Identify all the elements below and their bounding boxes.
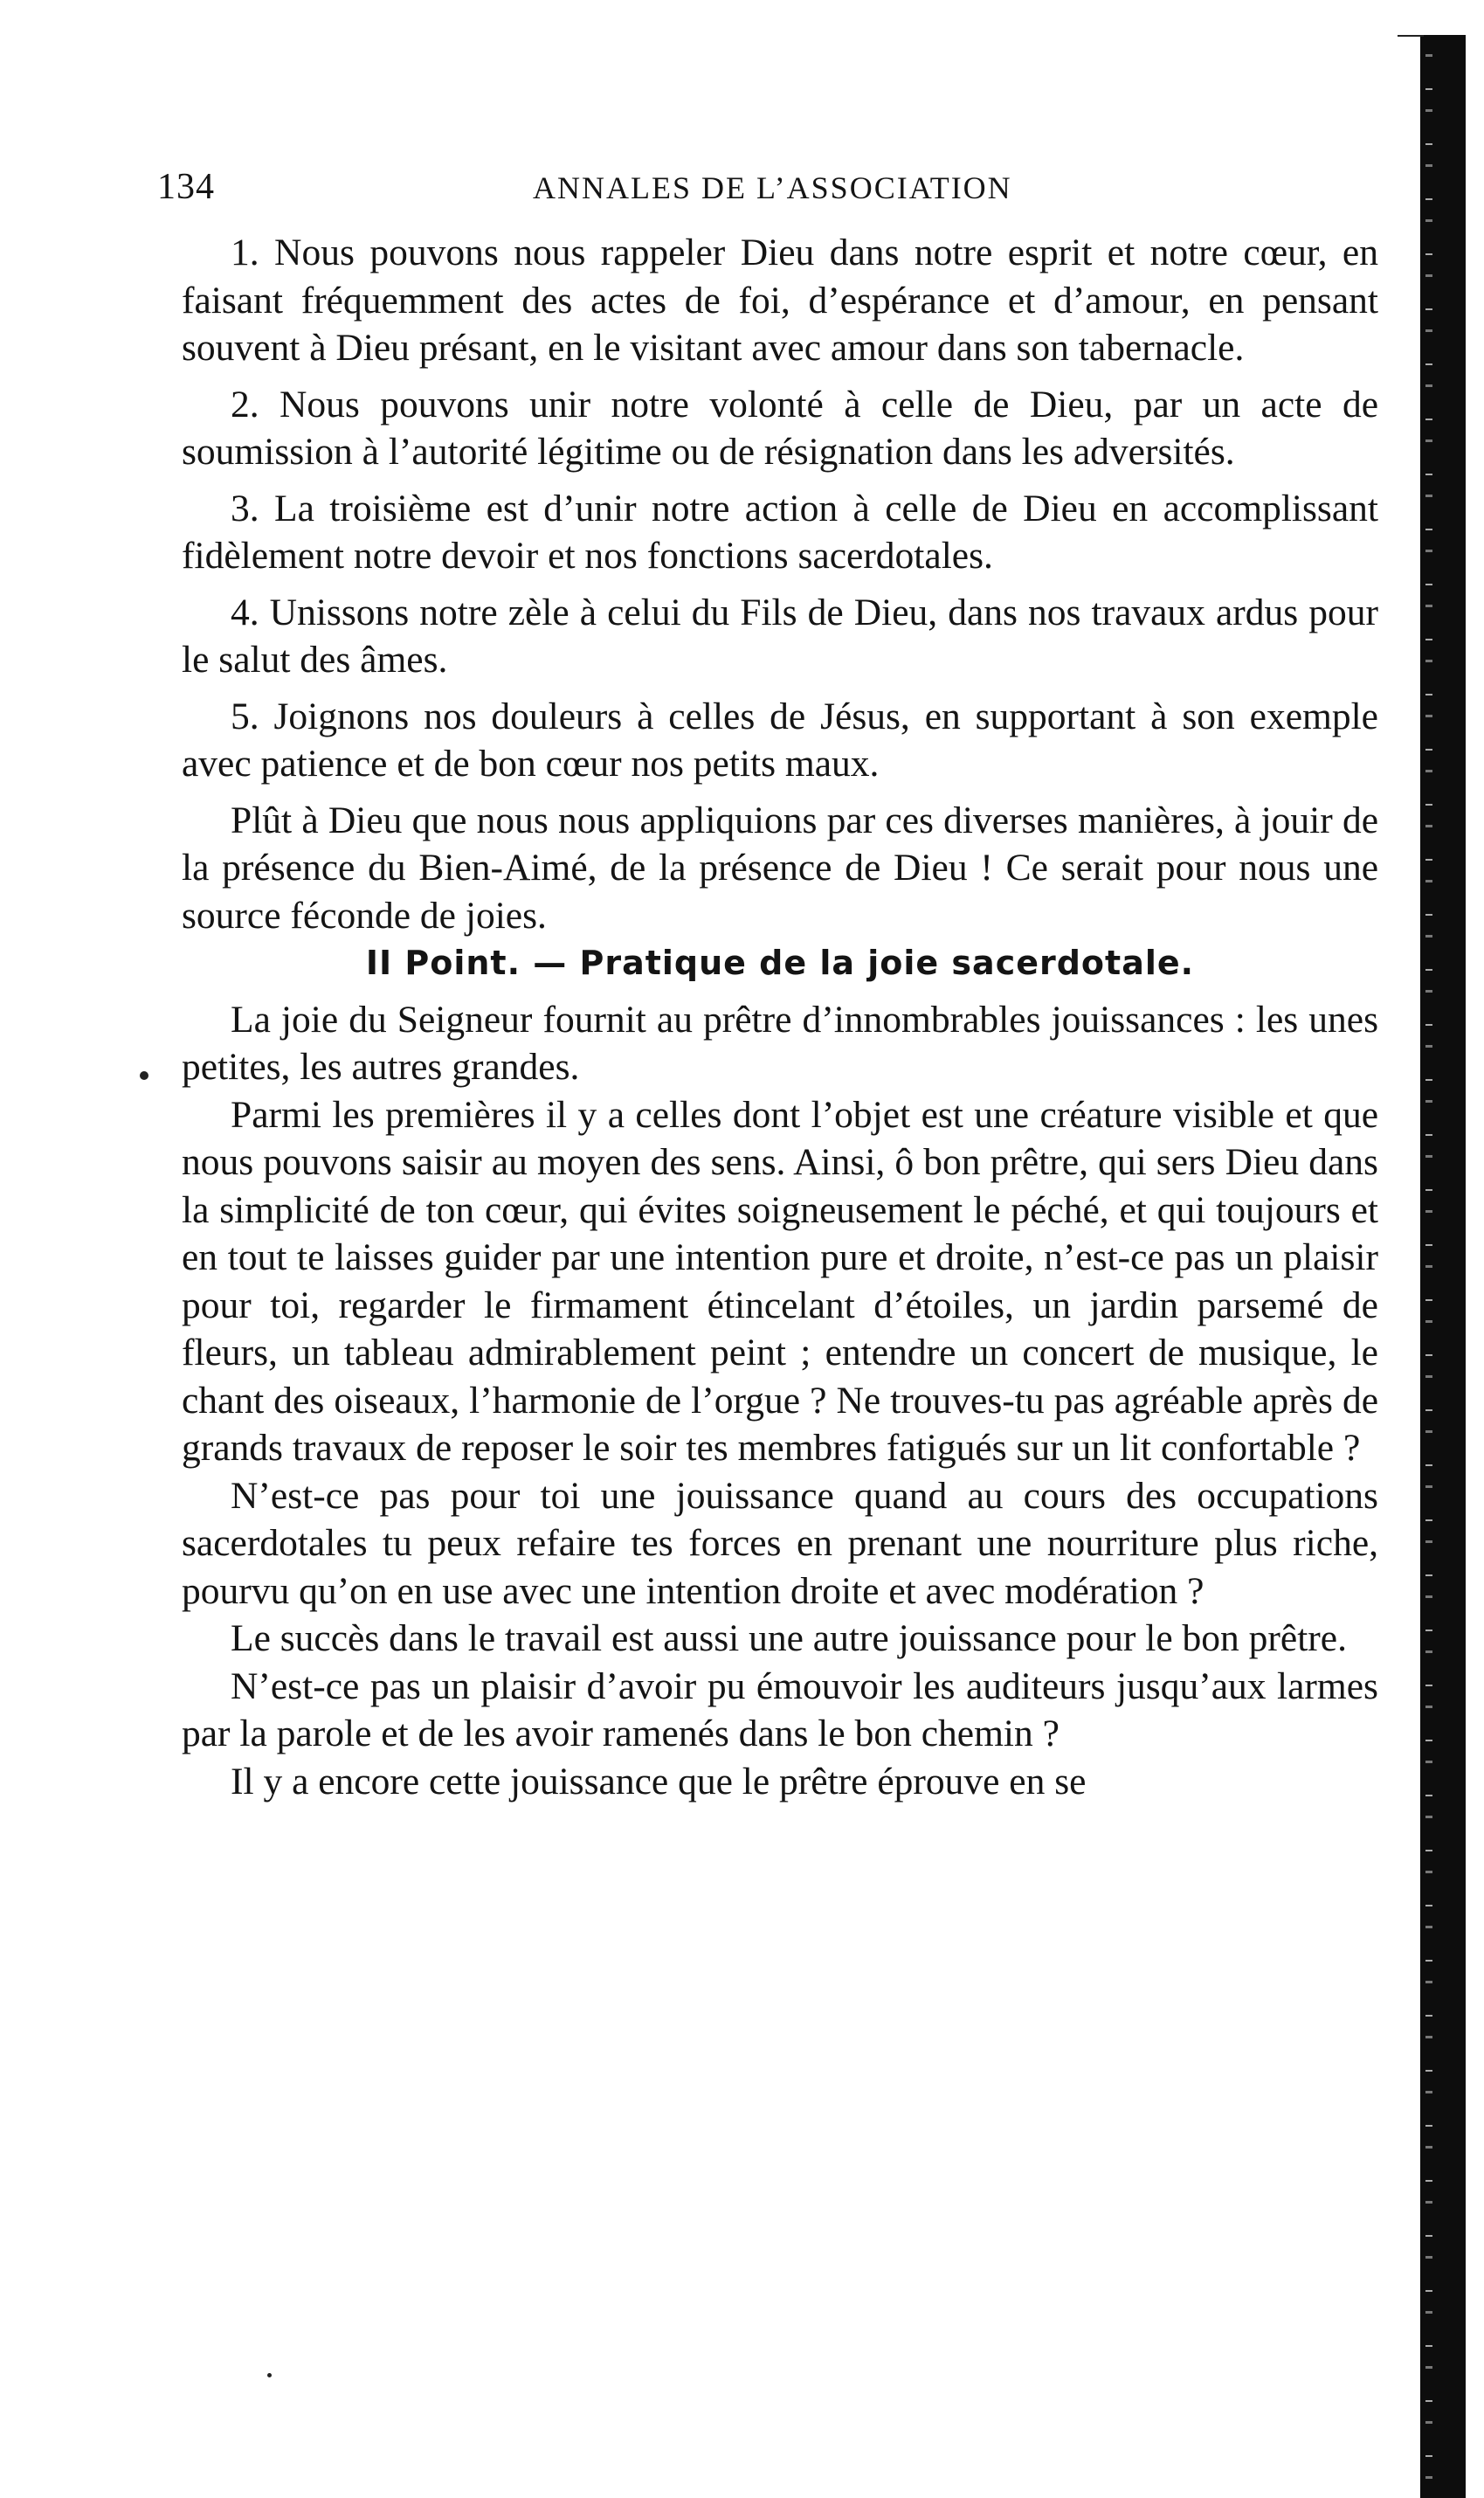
edge-tick	[1398, 35, 1424, 37]
section-paragraph-6: Il y a encore cette jouissance que le prêtre éprouve en se	[231, 1760, 1087, 1803]
section-paragraph-1: La joie du Seigneur fournit au prêtre d’innombrables jouissances : les unes petites, les autres grandes.	[182, 998, 1378, 1088]
section-paragraph-5: N’est-ce pas un plaisir d’avoir pu émouvoir les auditeurs jusqu’aux larmes par la parole et de les avoir ramenés dans le bon chemin ?	[182, 1664, 1378, 1754]
page-body	[182, 229, 1378, 1805]
numbered-paragraph-5: 5. Joignons nos douleurs à celles de Jésus, en supportant à son exemple avec patience et de bon cœur nos petits maux.	[182, 695, 1378, 785]
section-paragraph-3: N’est-ce pas pour toi une jouissance quand au cours des occupations sacerdotales tu peux refaire tes forces en prenant une nourriture plus riche, pourvu qu’on en use avec une intention droite et avec modération ?	[182, 1474, 1378, 1612]
binding-edge	[1420, 35, 1466, 2498]
ink-speck	[267, 2373, 272, 2377]
ink-speck	[140, 1071, 148, 1080]
numbered-paragraph-1: 1. Nous pouvons nous rappeler Dieu dans notre esprit et notre cœur, en faisant fréquemment des actes de foi, d’espérance et d’amour, en pensant souvent à Dieu présant, en le visitant avec amour dans son tabernacle.	[182, 232, 1378, 369]
page-header	[157, 166, 1380, 213]
numbered-paragraph-4: 4. Unissons notre zèle à celui du Fils de Dieu, dans nos travaux ardus pour le salut des âmes.	[182, 591, 1378, 681]
numbered-paragraph-2: 2. Nous pouvons unir notre volonté à celle de Dieu, par un acte de soumission à l’autorité légitime ou de résignation dans les adversités.	[182, 383, 1378, 473]
numbered-paragraph-3: 3. La troisième est d’unir notre action à celle de Dieu en accomplissant fidèlement notre devoir et nos fonctions sacerdotales.	[182, 487, 1378, 577]
section-paragraph-4: Le succès dans le travail est aussi une autre jouissance pour le bon prêtre.	[231, 1617, 1347, 1659]
page-number: 134	[157, 167, 215, 207]
section-paragraph-2: Parmi les premières il y a celles dont l’objet est une créature visible et que nous pouvons saisir au moyen des sens. Ainsi, ô bon prêtre, qui sers Dieu dans la simplicité de ton cœur, qui évites soigneusement le péché, et qui toujours et en tout te laisses guider par une intention pure et droite, n’est-ce pas un plaisir pour toi, regarder le firmament étincelant d’étoiles, un jardin parsemé de fleurs, un tableau admirablement peint ; entendre un concert de musique, le chant des oiseaux, l’harmonie de l’orgue ? Ne trouves-tu pas agréable après de grands travaux de reposer le soir tes membres fatigués sur un lit confortable ?	[182, 1093, 1378, 1469]
running-title: ANNALES DE L’ASSOCIATION	[533, 170, 1012, 205]
section-heading: II Point. — Pratique de la joie sacerdotale.	[365, 944, 1195, 982]
closing-paragraph: Plût à Dieu que nous nous appliquions par ces diverses manières, à jouir de la présence du Bien-Aimé, de la présence de Dieu ! Ce serait pour nous une source féconde de joies.	[182, 799, 1378, 937]
